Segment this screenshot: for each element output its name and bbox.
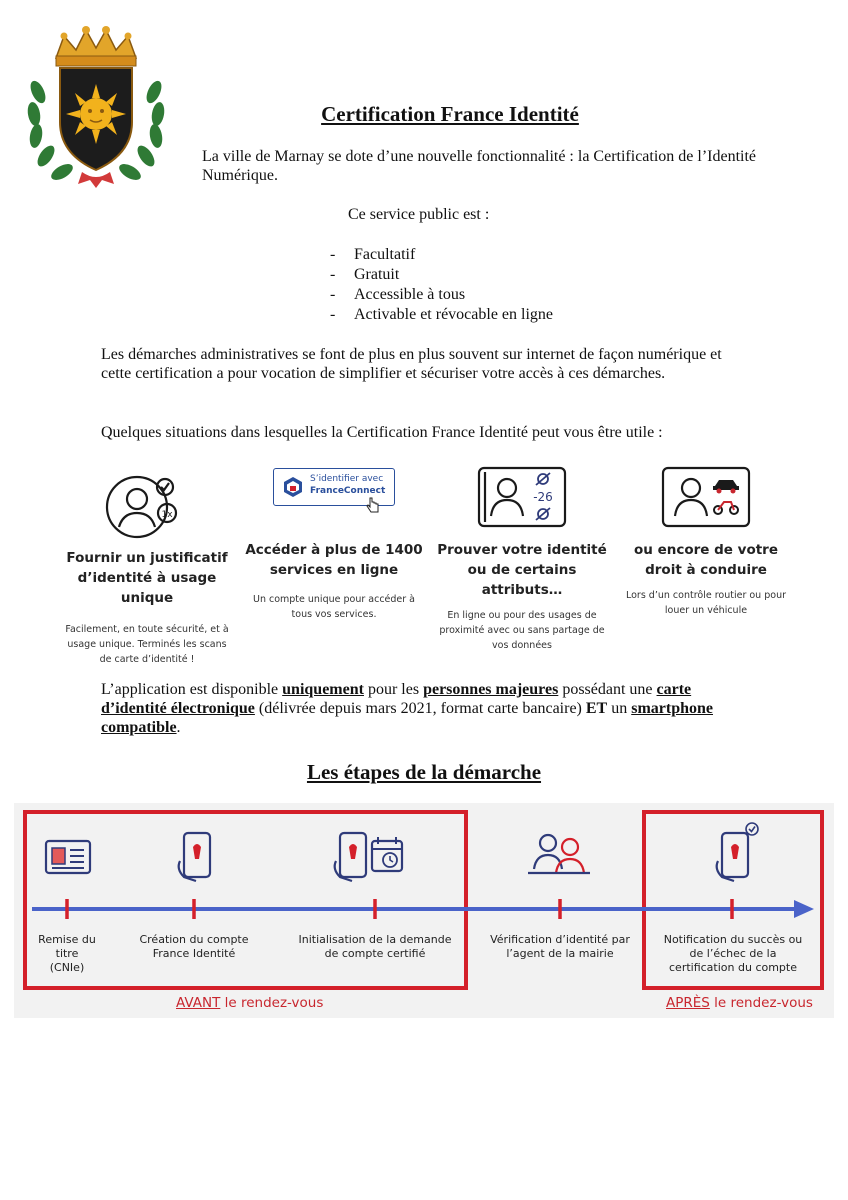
car-icon [713,480,739,494]
timeline-arrowhead [794,900,814,918]
franceconnect-logo-icon [282,476,304,498]
service-lead-text: Ce service public est : [348,206,490,223]
list-item: - Facultatif [330,246,416,263]
user-search-icon [101,465,193,545]
list-item: - Activable et révocable en ligne [330,306,554,323]
features-list [330,245,553,325]
smartphone-icon [179,833,210,881]
franceconnect-line1: S’identifier avec [310,474,384,484]
situation-description: Lors d’un contrôle routier ou pour louer un véhicule [625,590,786,616]
emphasis-uniquement: uniquement [282,681,364,698]
step-label-5: Notification du succès ou de l’échec de la certification du compte [663,933,803,974]
timeline-graphic [14,803,834,1018]
list-item: - Accessible à tous [330,286,466,303]
situation-description: Un compte unique pour accéder à tous vos services. [252,594,416,620]
step-label-4: Vérification d’identité par l’agent de la mairie [490,933,630,960]
step-label-1: Remise du titre (CNIe) [38,933,96,974]
step-label-3: Initialisation de la demande de compte certifié [298,933,452,960]
situation-description: Facilement, en toute sécurité, et à usage unique. Terminés les scans de carte d’identité ! [65,624,229,665]
emphasis-adults: personnes majeures [423,681,559,698]
identity-attributes-icon [477,466,567,530]
intro-paragraph: La ville de Marnay se dote d’une nouvelle fonctionnalité : la Certification de l’Identité Numérique. [202,148,757,184]
svg-text:1x: 1x [161,510,173,520]
situation-title: Prouver votre identité ou de certains attributs… [437,542,607,598]
age-attribute-text: -26 [533,490,553,504]
situation-title: Accéder à plus de 1400 services en ligne [245,542,423,578]
smartphone-check-icon [717,823,758,881]
situations-lead: Quelques situations dans lesquelles la Certification France Identité peut vous être utile : [101,424,663,441]
list-item: - Gratuit [330,266,400,283]
description-paragraph: Les démarches administratives se font de plus en plus souvent sur internet de façon numérique et cette certification a pour vocation de simplifier et sécuriser votre accès à ces démarches. [101,346,722,382]
franceconnect-line2: FranceConnect [310,486,386,496]
situation-title: ou encore de votre droit à conduire [633,542,778,578]
steps-timeline [14,803,834,1018]
steps-title: Les étapes de la démarche [306,760,542,784]
step-label-2: Création du compte France Identité [139,933,249,960]
hand-pointer-icon [366,497,380,513]
situation-driving-licence [620,466,792,618]
emphasis-and: ET [585,700,608,717]
page-title: Certification France Identité [321,102,579,126]
emphasis-smartphone: smartphone compatible [101,700,713,736]
id-card-icon [46,841,90,873]
situation-online-services [245,468,423,622]
situation-prove-identity [434,466,610,653]
situation-title: Fournir un justificatif d’identité à usage unique [66,550,228,606]
situation-single-use-proof [60,465,234,667]
before-appointment-label: AVANT le rendez-vous [176,995,324,1011]
marnay-coat-of-arms-icon [20,22,172,194]
after-appointment-label: APRÈS le rendez-vous [666,995,813,1011]
emphasis-id-card: carte d’identité électronique [101,681,692,717]
franceconnect-button-icon [273,468,395,506]
motorbike-icon [714,502,738,514]
smartphone-calendar-icon [335,833,402,881]
availability-paragraph: L’application est disponible uniquement pour les personnes majeures possédant une carte d’identité électronique (délivrée depuis mars 2021, format carte bancaire) ET un smartphone compatible. [101,681,713,736]
situation-description: En ligne ou pour des usages de proximité avec ou sans partage de vos données [439,610,605,651]
driving-licence-icon [661,466,751,530]
agent-meeting-icon [528,835,590,873]
